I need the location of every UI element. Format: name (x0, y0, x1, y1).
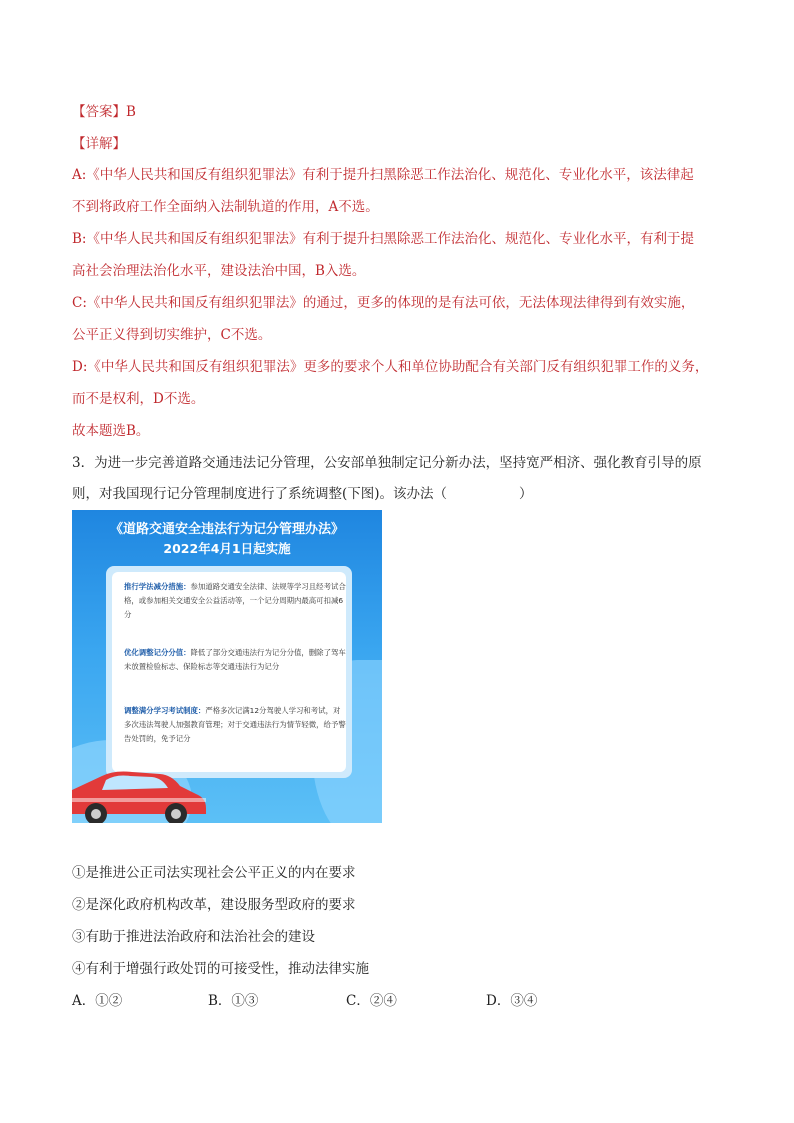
poster-item-body: 严格多次记满12分驾驶人学习和考试，对多次违法驾驶人加强教育管理；对于交通违法行为情节轻微，给予警告处罚的，免予记分 (124, 706, 346, 743)
statement: ③有助于推进法治政府和法治社会的建设 (72, 929, 315, 945)
question-line (72, 484, 533, 504)
poster-date: 2022年4月1日起实施 (163, 541, 291, 556)
poster-card (106, 566, 352, 778)
statement: ①是推进公正司法实现社会公平正义的内在要求 (72, 865, 356, 881)
poster-item-body: 参加道路交通安全法律、法规等学习且经考试合格，或参加相关交通安全公益活动等，一个记分周期内最高可扣减6分 (124, 582, 346, 619)
answer-value: B (126, 104, 136, 120)
poster-item-body: 降低了部分交通违法行为记分分值，删除了驾车未放置检验标志、保险标志等交通违法行为记分 (124, 648, 346, 671)
analysis-line: 公平正义得到切实维护，C不选。 (72, 327, 272, 343)
answer-line (72, 102, 136, 122)
poster-item (124, 580, 346, 622)
option-b: B．①③ (208, 993, 259, 1009)
question-text: 则，对我国现行记分管理制度进行了系统调整(下图)。该办法（ (72, 486, 448, 502)
answer-tag: 【答案】 (72, 104, 126, 120)
analysis-line: 高社会治理法治化水平，建设法治中国，B入选。 (72, 263, 366, 279)
option-a: A．①② (72, 993, 123, 1009)
conclusion: 故本题选B。 (72, 423, 150, 439)
poster-item (124, 704, 346, 746)
option-c: C．②④ (346, 993, 397, 1009)
analysis-line: 而不是权利，D不选。 (72, 391, 205, 407)
poster-item-head: 推行学法减分措施： (124, 582, 191, 591)
statement: ④有利于增强行政处罚的可接受性，推动法律实施 (72, 961, 369, 977)
poster-item-head: 优化调整记分分值： (124, 648, 191, 657)
car-illustration (72, 768, 212, 823)
poster-item (124, 646, 346, 674)
poster-item-head: 调整满分学习考试制度： (124, 706, 206, 715)
poster-title: 《道路交通安全违法行为记分管理办法》 (109, 522, 344, 537)
statement: ②是深化政府机构改革，建设服务型政府的要求 (72, 897, 356, 913)
question-bracket-end: ） (519, 486, 533, 502)
analysis-line: C:《中华人民共和国反有组织犯罪法》的通过，更多的体现的是有法可依，无法体现法律得到有效实施， (72, 295, 695, 311)
analysis-line: B:《中华人民共和国反有组织犯罪法》有利于提升扫黑除恶工作法治化、规范化、专业化水平，有利于提 (72, 231, 694, 247)
analysis-line: A:《中华人民共和国反有组织犯罪法》有利于提升扫黑除恶工作法治化、规范化、专业化水平，该法律起 (72, 167, 694, 183)
question-line: 3．为进一步完善道路交通违法记分管理，公安部单独制定记分新办法，坚持宽严相济、强化教育引导的原 (72, 455, 702, 471)
rules-infographic (72, 510, 382, 823)
analysis-line: D:《中华人民共和国反有组织犯罪法》更多的要求个人和单位协助配合有关部门反有组织犯罪工作的义务， (72, 359, 709, 375)
detail-tag: 【详解】 (72, 136, 126, 152)
option-d: D．③④ (486, 993, 538, 1009)
analysis-line: 不到将政府工作全面纳入法制轨道的作用，A不选。 (72, 199, 379, 215)
